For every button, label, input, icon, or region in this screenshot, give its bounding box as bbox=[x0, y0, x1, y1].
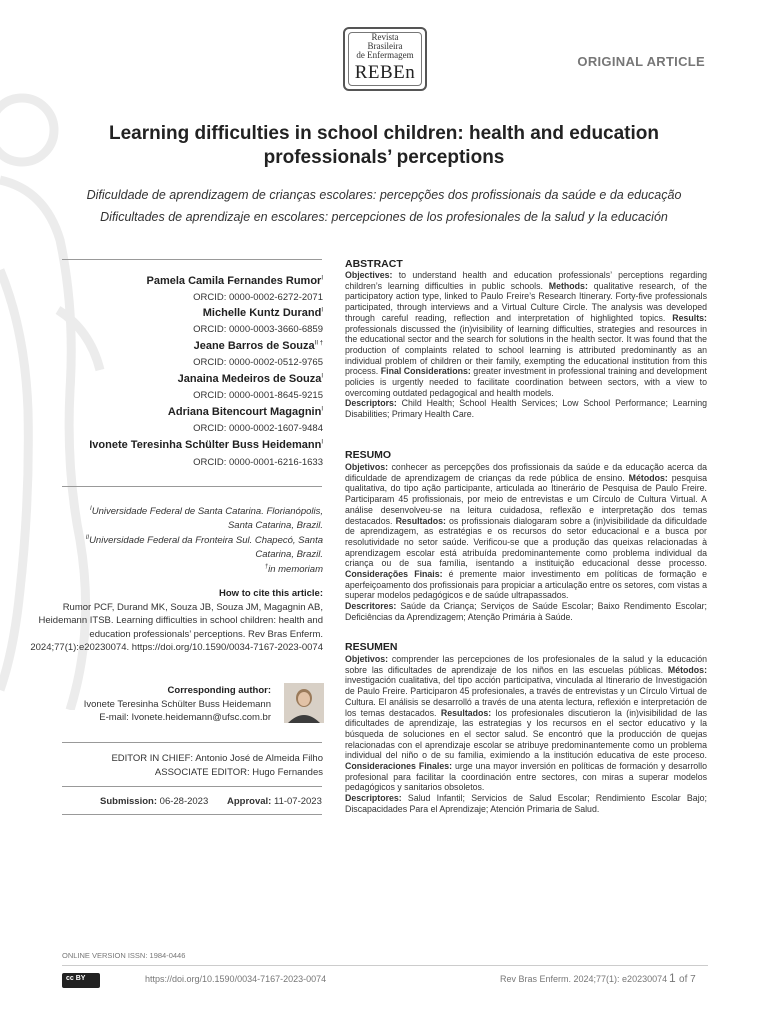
divider bbox=[62, 786, 322, 787]
cc-license-badge[interactable] bbox=[62, 973, 100, 988]
affiliation-1: $^I$Universidade Federal de Santa Catarina. Florianópolis, Santa Catarina, Brazil. bbox=[90, 506, 323, 531]
corresponding-name: Ivonete Teresinha Schülter Buss Heidemann bbox=[83, 698, 271, 710]
journal-logo bbox=[343, 27, 427, 91]
author-orcid: ORCID: 0000-0001-6216-1633 bbox=[193, 457, 323, 468]
logo-line-2: Brasileira bbox=[367, 41, 403, 51]
article-title: Learning difficulties in school children: health and education professionals’ perceptions bbox=[109, 123, 659, 168]
author-name: Jeane Barros de Souza$^{II \dagger}$ bbox=[193, 340, 323, 352]
approval-date: Approval: 11-07-2023 bbox=[227, 796, 322, 807]
affiliation-3: †in memoriam bbox=[264, 564, 323, 576]
author-name: Pamela Camila Fernandes Rumor$^I$ bbox=[146, 275, 323, 287]
doi-link[interactable]: https://doi.org/10.1590/0034-7167-2023-0074 bbox=[145, 974, 327, 984]
corresponding-heading: Corresponding author: bbox=[167, 685, 271, 696]
abstract-body: Objectives: to understand health and education professionals’ perceptions regarding children’s learning difficulties in public schools. Methods: qualitative research, of the participatory action type, linked to Paulo Freire’s Research Itinerary. Forty-five professionals participated, through interviews and a Virtual Culture Circle. The analysis was developed through careful reading, reflection and interpretation of highlighted topics. Results: professionals discussed the (in)visibility of learning difficulties, strategies and resources in the educational sector and the search for solutions in the health sector. It was found that the production of complaints related to school learning is attributed predominantly as an individual problem of children or their family, exempting the educational institution from this process. Final Considerations: greater investment in professional training and development policies is urgently needed to facilitate coordination between sectors, with a view to overcoming outdated pedagogical and health models. Descriptors: Child Health; School Health Services; Low School Performance; Learning Disabilities; Primary Health Care. bbox=[345, 270, 707, 420]
page-number: 1 of 7 bbox=[669, 971, 696, 985]
cite-text: Rumor PCF, Durand MK, Souza JB, Souza JM, Magagnin AB, Heidemann ITSB. Learning difficulties in school children: health and education professionals’ perceptions. Rev Bras Enferm. 2024;77(1):e20230074. https://doi.org/10.1590/0034-7167-2023-0074 bbox=[30, 601, 323, 653]
footer-divider bbox=[62, 965, 708, 966]
author-name: Janaina Medeiros de Souza$^I$ bbox=[177, 373, 323, 385]
submission-date: Submission: 06-28-2023 bbox=[100, 796, 209, 807]
author-orcid: ORCID: 0000-0002-1607-9484 bbox=[193, 423, 323, 434]
article-type: ORIGINAL ARTICLE bbox=[577, 54, 705, 69]
resumo-heading: RESUMO bbox=[345, 449, 392, 461]
logo-acronym: REBEn bbox=[354, 62, 416, 83]
author-name: Michelle Kuntz Durand$^I$ bbox=[202, 307, 323, 319]
author-orcid: ORCID: 0000-0002-6272-2071 bbox=[193, 292, 323, 303]
logo-line-1: Revista bbox=[371, 32, 399, 42]
divider bbox=[62, 742, 322, 743]
abstract-heading: ABSTRACT bbox=[345, 258, 403, 270]
how-to-cite bbox=[23, 587, 323, 655]
resumen-heading: RESUMEN bbox=[345, 641, 398, 653]
editors bbox=[23, 752, 323, 779]
divider bbox=[62, 486, 322, 487]
title-portuguese: Dificuldade de aprendizagem de crianças escolares: percepções dos profissionais da saúde e da educação bbox=[86, 188, 682, 202]
affiliations bbox=[63, 503, 323, 577]
issn: ONLINE VERSION ISSN: 1984-0446 bbox=[62, 951, 186, 960]
author-orcid: ORCID: 0000-0001-8645-9215 bbox=[193, 390, 323, 401]
editor-in-chief: EDITOR IN CHIEF: Antonio José de Almeida Filho bbox=[111, 753, 323, 764]
divider bbox=[62, 814, 322, 815]
author-orcid: ORCID: 0000-0003-3660-6859 bbox=[193, 324, 323, 335]
resumo-body: Objetivos: conhecer as percepções dos profissionais da saúde e da educação acerca da dificuldade de aprendizagem de crianças da rede pública de ensino. Métodos: pesquisa qualitativa, do tipo ação participante, articulada ao Itinerário de Pesquisa de Paulo Freire. Participaram 45 profissionais, por meio de entrevistas e um Círculo de Cultura Virtual. A análise desenvolveu-se na leitura cuidadosa, reflexão e interpretação dos temas destacados. Resultados: os profissionais dialogaram sobre a (in)visibilidade da dificuldade de aprendizagem, as estratégias e os recursos do setor educacional e a busca por resolutividade no setor saúde. Verificou-se que a produção das queixas relacionadas à aprendizagem escolar está atribuída predominantemente como problema individual da criança ou de sua família, isentando a instituição educacional desse processo. Considerações Finais: é premente maior investimento em políticas de formação e aperfeiçoamento dos profissionais para propiciar a articulação entre os setores, com vistas a superar modelos pedagógicos e de saúde ultrapassados. Descritores: Saúde da Criança; Serviços de Saúde Escolar; Baixo Rendimento Escolar; Deficiências da Aprendizagem; Atenção Primária à Saúde. bbox=[345, 462, 707, 622]
resumen-body: Objetivos: comprender las percepciones de los profesionales de la salud y la educación sobre las dificultades de aprendizaje de los niños en las escuelas públicas. Métodos: investigación cualitativa, del tipo acción participativa, vinculada al Itinerario de Investigación de Paulo Freire. Participaron 45 profesionales, a través de entrevistas y un Círculo Virtual de Cultura. El análisis se desarrolló a través de una atenta lectura, reflexión e interpretación de los temas destacados. Resultados: los profesionales discutieron la (in)visibilidad de las dificultades de aprendizaje, las estrategias y los recursos en el sector educativo y la búsqueda de soluciones en el sector salud. Se encontró que la producción de quejas relacionadas con el aprendizaje escolar se atribuye predominantemente como un problema individual del niño o de su familia, eximiendo a la institución educativa de este proceso. Consideraciones Finales: urge una mayor inversión en políticas de formación y desarrollo profesional para facilitar la coordinación entre sectores, con miras a superar modelos pedagógicos y sanitarios obsoletos. Descriptores: Salud Infantil; Servicios de Salud Escolar; Rendimiento Escolar Bajo; Discapacidades Para el Aprendizaje; Atención Primaria de Salud. bbox=[345, 654, 707, 814]
author-name: Adriana Bitencourt Magagnin$^I$ bbox=[167, 406, 323, 418]
footer-citation: Rev Bras Enferm. 2024;77(1): e20230074 bbox=[500, 974, 668, 984]
corresponding-email: E-mail: Ivonete.heidemann@ufsc.com.br bbox=[99, 712, 271, 723]
license-badge-label: cc BY bbox=[66, 975, 86, 982]
avatar bbox=[284, 683, 324, 723]
associate-editor: ASSOCIATE EDITOR: Hugo Fernandes bbox=[154, 766, 323, 778]
corresponding-author bbox=[71, 684, 271, 725]
author-orcid: ORCID: 0000-0002-0512-9765 bbox=[193, 357, 323, 368]
cite-heading: How to cite this article: bbox=[219, 588, 323, 599]
affiliation-2: $^{II}$Universidade Federal da Fronteira Sul. Chapecó, Santa Catarina, Brazil. bbox=[85, 535, 323, 560]
logo-line-3: de Enfermagem bbox=[356, 50, 414, 60]
title-spanish: Dificultades de aprendizaje en escolares: percepciones de los profesionales de la salud y la educación bbox=[100, 210, 668, 224]
divider bbox=[62, 259, 322, 260]
author-name: Ivonete Teresinha Schülter Buss Heidemann$^I$ bbox=[89, 439, 323, 451]
